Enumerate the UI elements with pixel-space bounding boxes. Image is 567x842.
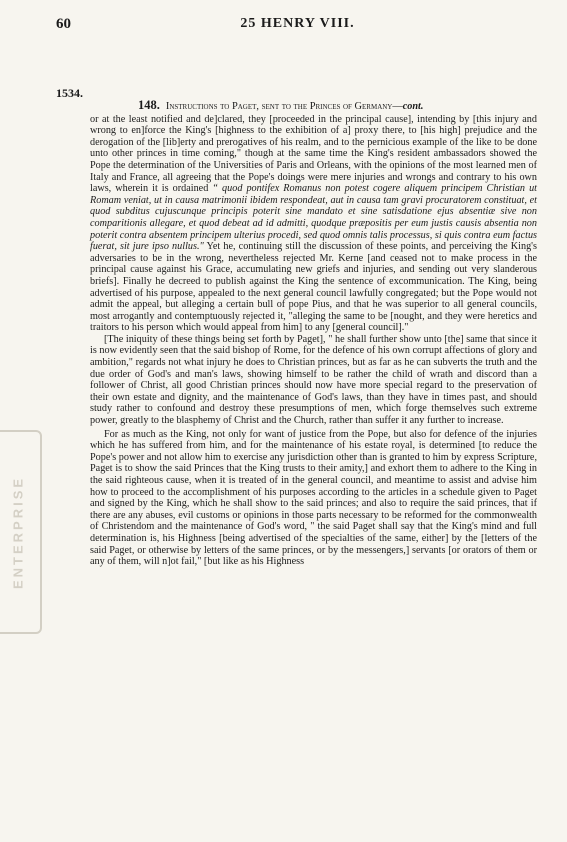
entry-continued: cont. — [402, 101, 424, 112]
latin-quotation: “ quod pontifex Romanus non potest cogere aliquem principem Christian ut Romam veniat, ut in causa matrimonii ibidem respondeat, aut in causa tam gravi procuratorem constituat, et quod subditus cujuscunque principis poterit sine mandato et sine satisdatione ejus absentiæ sive non comparitionis allegare, et quod debeat ad id admitti, quodque præpositis per eum justis causis absentia non poterit contra absentem principem ulterius procedi, sed quod omnis talis processus, si quis contra eum factus fuerat, sit jure ipso nullus." — [90, 183, 537, 253]
running-title: 25 HENRY VIII. — [240, 16, 355, 31]
paragraph-1-text-a: or at the least notified and de]clared, they [proceeded in the principal cause], intending by [this injury and wrong to en]force the King's [highness to the exhibition of a] proxy there, to [his high] prejudice and the derogation of the [lib]erty and prerogatives of his realm, and to the pernicious example of the like to be done unto other princes in time coming," though at the same time the King's resident ambassadors showed the Pope the determination of the Universities of Paris and Orleans, with the opinions of the most learned men of Italy and France, all agreeing that the Pope's doings were mere injuries and wrongs and contrary to his own laws, wherein it is ordained — [90, 113, 537, 195]
paragraph-3: For as much as the King, not only for want of justice from the Pope, but also for defence of the injuries which he has suffered from him, and for the maintenance of his estate royal, is determined [to reduce the Pope's power and not allow him to exercise any jurisdiction other than is granted to him by express Scripture, Paget is to show the said Princes that the King trusts to their amity,] and exhort them to adhere to the King in the said righteous cause, when it is treated of in the general council, and meantime to assist and advise him how to proceed to the accomplishment of his purposes according to the articles in a schedule given to Paget and signed by the King, which he shall show to the said princes; and also to require the said princes, that if there are any abuses, evil customs or opinions in those parts necessary to be reformed for the commonwealth of Christendom and the maintenance of God's word, " the said Paget shall say that the King's mind and full determination is, his Highness [being advertised of the specialties of the same, either] by the [letters of the said Paget, or otherwise by letters of the same princes, or by the messengers,] servants [or orators of them or any of them, will n]ot fail," [but like as his Highness — [90, 428, 537, 568]
page-header — [56, 16, 539, 38]
stamp-text: ENTERPRISE — [10, 475, 26, 589]
paragraph-1 — [90, 114, 537, 334]
margin-year: 1534. — [56, 86, 83, 100]
paragraph-2: [The iniquity of these things being set forth by Paget], " he shall further show unto [the] same that since it is now evidently seen that the said bishop of Rome, for the defence of his own corrupt affections of glory and ambition," regards not what injury he does to Christian princes, but as far as he can subverts the truth and the due order of God's and man's laws, showing himself to be rather the child of wrath and discord than a follower of Christ, all good Christian princes should now have more special regard to the preservation of their own estate and dignity, and the maintenance of God's laws, than they have in times past, and should study rather to confound and destroy these presumptions of men, which forge themselves such extreme power, greatly to the blasphemy of Christ and the Church, rather than suffer it any further to increase. — [90, 333, 537, 427]
library-stamp — [0, 430, 42, 634]
entry-heading — [90, 100, 537, 113]
entry-number: 148. — [138, 98, 160, 112]
paragraph-1-text-b: Yet he, continuing still the discussion of these points, and perceiving the King's adversaries to be in the wrong, nevertheless rejected Mr. Kerne [and ceased not to make process in the principal cause against his Grace, accumulating new griefs and injuries, and sending out very slanderous briefs]. Finally he decreed to publish against the King the sentence of excommunication. The King, being advertised of his purpose, appealed to the next general council lawfully congregated; but the Pope would not admit the appeal, but alleging a certain bull of pope Pius, and that he was superior to all general councils, most arrogantly and contemptuously rejected it, "alleging the same to be [nought, and they were heretics and traitors to his person which would appeal from him] to any [general council]." — [90, 241, 537, 334]
page-body — [90, 100, 537, 568]
entry-title: Instructions to Paget, sent to the Princes of Germany— — [165, 101, 403, 112]
page-number: 60 — [56, 16, 71, 32]
